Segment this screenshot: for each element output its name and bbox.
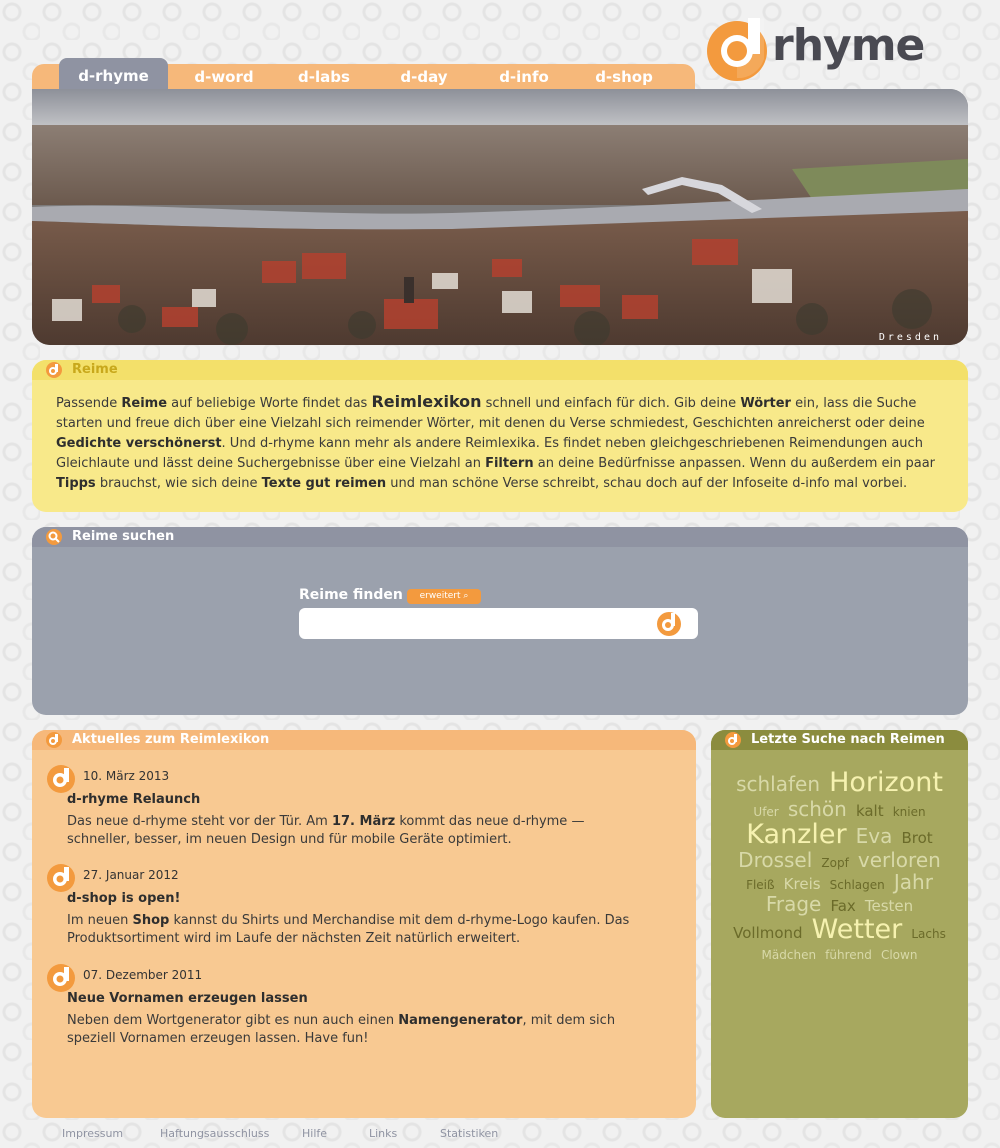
news-date: 10. März 2013 <box>83 769 170 783</box>
cloud-word[interactable]: Jahr <box>893 870 933 895</box>
cloud-word[interactable]: Drossel <box>738 848 813 873</box>
panel-title: Letzte Suche nach Reimen <box>751 732 945 747</box>
recent-searches-panel <box>711 730 968 1118</box>
cloud-word[interactable]: Fleiß <box>746 878 775 893</box>
keyword: Reime <box>121 396 168 411</box>
news-panel <box>32 730 696 1118</box>
keyword: Tipps <box>56 476 96 491</box>
cloud-word[interactable]: Schlagen <box>829 878 885 893</box>
keyword: Gedichte verschönerst <box>56 436 222 451</box>
keyword: 17. März <box>331 814 396 829</box>
reime-description: Passende Reime auf beliebige Worte findet das Reimlexikon schnell und einfach für dich. Gib deine Wörter ein, lass die Suche starten und freue dich über eine Vielzahl sich reimender Wörter, mit denen du Verse schmiedest, Geschichten anreicherst oder deine Gedichte verschönerst. Und d-rhyme kann mehr als andere Reimlexika. Es findet neben gleichgeschriebenen Reimendungen auch Gleichlaute und lässt deine Suchergebnisse über eine Vielzahl an Filtern an deine Bedürfnisse anpassen. Wenn du außerdem ein paar Tipps brauchst, wie sich deine Texte gut reimen und man schöne Verse schreibt, schau doch auf der Infoseite d-info mal vorbei. <box>56 392 936 491</box>
panel-title: Reime suchen <box>72 529 175 544</box>
cloud-word[interactable]: Brot <box>901 828 933 847</box>
cloud-word[interactable]: Testen <box>864 897 914 916</box>
word-cloud <box>711 750 968 963</box>
cloud-word[interactable]: Kanzler <box>746 818 847 850</box>
d-logo-icon <box>46 863 76 893</box>
keyword: Shop <box>132 913 170 928</box>
panel-title: Aktuelles zum Reimlexikon <box>72 732 270 747</box>
keyword: Texte gut reimen <box>261 476 387 491</box>
news-text: Neben dem Wortgenerator gibt es nun auch einen Namengenerator, mit dem sich speziell Vornamen erzeugen lassen. Have fun! <box>67 1013 616 1046</box>
d-rhyme-logo[interactable] <box>704 14 954 84</box>
cloud-word[interactable]: Wetter <box>811 914 903 946</box>
cloud-word[interactable]: Zopf <box>821 856 849 871</box>
search-submit-button[interactable] <box>654 608 686 639</box>
news-title[interactable]: Neue Vornamen erzeugen lassen <box>67 991 308 1006</box>
panel-header <box>711 730 968 750</box>
news-title[interactable]: d-shop is open! <box>67 891 181 906</box>
tab-d-word[interactable]: d-word <box>194 68 254 86</box>
banner-caption: Dresden <box>878 332 942 343</box>
dresden-panorama-image <box>32 89 968 345</box>
search-label: Reime finden <box>299 587 403 603</box>
cloud-word[interactable]: Mädchen <box>761 948 817 963</box>
cloud-word[interactable]: Frage <box>765 892 822 917</box>
cloud-word[interactable]: Clown <box>880 948 918 963</box>
news-date: 07. Dezember 2011 <box>83 968 203 982</box>
cloud-word[interactable]: schlafen <box>736 772 820 796</box>
cloud-word[interactable]: Eva <box>855 823 893 848</box>
d-logo-icon <box>46 732 62 748</box>
cloud-word[interactable]: knien <box>892 804 926 819</box>
panel-header <box>32 527 968 547</box>
logo-text: rhyme <box>772 20 925 71</box>
cloud-word[interactable]: schön <box>787 796 847 821</box>
footer-link-haftungsausschluss[interactable]: Haftungsausschluss <box>160 1127 270 1140</box>
footer-link-links[interactable]: Links <box>369 1127 398 1140</box>
tab-d-shop[interactable]: d-shop <box>595 68 653 86</box>
d-logo-icon <box>46 963 76 993</box>
d-logo-icon <box>46 362 62 378</box>
panel-header <box>32 360 968 380</box>
keyword: Filtern <box>485 456 534 471</box>
cloud-word[interactable]: Lachs <box>911 927 946 942</box>
keyword: Reimlexikon <box>371 392 482 411</box>
news-text: Das neue d-rhyme steht vor der Tür. Am 17. März kommt das neue d-rhyme — schneller, besser, im neuen Design und für mobile Geräte optimiert. <box>67 814 585 847</box>
cloud-word[interactable]: führend <box>825 948 872 963</box>
keyword: Wörter <box>740 396 791 411</box>
panel-header <box>32 730 696 750</box>
news-date: 27. Januar 2012 <box>83 868 179 882</box>
footer-link-impressum[interactable]: Impressum <box>62 1127 124 1140</box>
reime-info-panel <box>32 360 968 512</box>
d-logo-icon <box>725 732 741 748</box>
cloud-word[interactable]: verloren <box>857 848 941 873</box>
panel-title: Reime <box>72 362 118 377</box>
banner-panorama <box>32 89 968 345</box>
cloud-word[interactable]: Ufer <box>753 804 779 819</box>
footer-link-hilfe[interactable]: Hilfe <box>302 1127 328 1140</box>
tab-d-rhyme[interactable]: d-rhyme <box>59 58 168 90</box>
cloud-word[interactable]: Fax <box>830 897 856 916</box>
tab-d-labs[interactable]: d-labs <box>298 68 350 86</box>
advanced-search-button[interactable]: erweitert ⌕ <box>407 589 481 604</box>
search-icon <box>46 529 62 545</box>
cloud-word[interactable]: Vollmond <box>733 924 803 943</box>
search-panel <box>32 527 968 715</box>
search-input[interactable] <box>299 608 698 639</box>
footer-link-statistiken[interactable]: Statistiken <box>440 1127 499 1140</box>
cloud-word[interactable]: Kreis <box>783 875 821 894</box>
d-logo-icon <box>46 764 76 794</box>
keyword: Namengenerator <box>398 1013 523 1028</box>
cloud-word[interactable]: Horizont <box>829 767 943 798</box>
tab-d-info[interactable]: d-info <box>499 68 549 86</box>
tab-d-day[interactable]: d-day <box>400 68 448 86</box>
d-logo-icon <box>704 14 774 84</box>
news-text: Im neuen Shop kannst du Shirts und Merchandise mit dem d-rhyme-Logo kaufen. Das Produktsortiment wird im Laufe der nächsten Zeit natürlich erweitert. <box>67 913 630 946</box>
news-title[interactable]: d-rhyme Relaunch <box>67 792 201 807</box>
main-nav <box>32 64 695 90</box>
cloud-word[interactable]: kalt <box>855 801 884 820</box>
